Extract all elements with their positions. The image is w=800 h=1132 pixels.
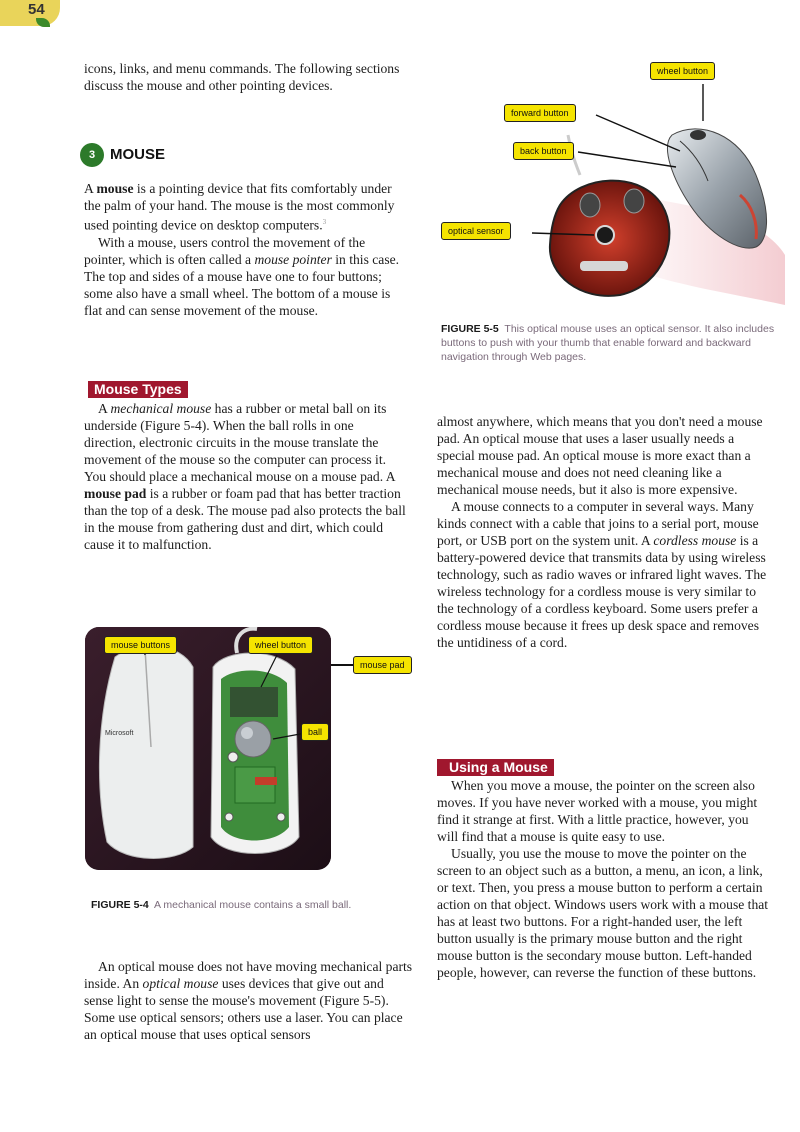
label-ball: ball: [301, 723, 329, 741]
figure-5-4-image: [85, 627, 331, 870]
label-wheel-button-fig5: wheel button: [650, 62, 715, 80]
label-forward-button: forward button: [504, 104, 576, 122]
using-mouse-heading-bar: [437, 759, 554, 777]
using-mouse-paragraph-1: When you move a mouse, the pointer on the screen also moves. If you have never worked with a mouse, you might find it strange at first. With a little practice, however, you will find that a mouse is quite easy to use.: [437, 778, 758, 844]
mechanical-mouse-paragraph: A mechanical mouse has a rubber or metal ball on its underside (Figure 5-4). When the ball rolls in one direction, electronic circuits in the mouse translate the movement of the mouse so the computer can process it. You should place a mechanical mouse on a mouse pad. A mouse pad is a rubber or foam pad that has better traction than the top of a desk. The mouse pad also protects the ball in the mouse from gathering dust and dirt, which could cause it to malfunction.: [84, 401, 406, 552]
label-wheel-button-fig4: wheel button: [248, 636, 313, 654]
right-column-body: [437, 413, 771, 651]
using-mouse-body: [437, 777, 771, 981]
optical-mouse-continued: almost anywhere, which means that you don't need a mouse pad. An optical mouse that uses a laser usually needs a special mouse pad. An optical mouse is more exact than a mechanical mouse and does not need cleaning like a mechanical mouse needs, but it also is more expensive.: [437, 414, 763, 497]
optical-mouse-paragraph: An optical mouse does not have moving mechanical parts inside. An optical mouse uses devices that give out and sense light to sense the mouse's movement (Figure 5-5). Some use optical sensors; others use a laser. You can place an optical mouse that uses optical sensors: [84, 959, 413, 1042]
ball-graphic: [235, 721, 271, 757]
mouse-definition: A mouse is a pointing device that fits comfortably under the palm of your hand. The mouse is the most commonly used pointing device on desktop computers.$^3$: [84, 181, 395, 233]
reference-mark: 3: [322, 218, 327, 226]
mouse-types-heading: Mouse Types: [88, 381, 188, 398]
mouse-paragraph-2: With a mouse, users control the movement of the pointer, which is often called a mouse pointer in this case. The top and sides of a mouse have one to four buttons; some also have a small wheel. The bottom of a mouse is flat and can sense movement of the mouse.: [84, 234, 400, 318]
label-back-button: back button: [513, 142, 574, 160]
figure-5-5-image: [440, 55, 785, 320]
intro-paragraph: icons, links, and menu commands. The following sections discuss the mouse and other pointing devices.: [84, 61, 400, 93]
mouse-types-heading-bar: [88, 381, 188, 399]
brand-mark: Microsoft: [105, 730, 134, 737]
mouse-section-heading: [80, 143, 280, 169]
mechanical-mouse-illustration: [85, 627, 331, 870]
mouse-section-body: [84, 180, 402, 319]
label-optical-sensor: optical sensor: [441, 222, 511, 240]
objective-badge-icon: 3: [80, 143, 104, 167]
page-number: 54: [0, 0, 60, 26]
mouse-pad-leader-line: [331, 664, 353, 666]
figure-5-4-caption: FIGURE 5-4 A mechanical mouse contains a small ball.: [91, 899, 352, 911]
optical-sensor-graphic: [596, 226, 614, 244]
cordless-mouse-paragraph: A mouse connects to a computer in several ways. Many kinds connect with a cable that joins to a serial port, mouse port, or USB port on the system unit. A cordless mouse is a battery-powered device that transmits data by using wireless technology, such as radio waves or infrared light waves. The wireless technology for a cordless mouse is very similar to the technology of a cordless keyboard. Some users prefer a cordless mouse because it frees up desk space and removes the untidiness of a cord.: [437, 499, 767, 650]
using-mouse-paragraph-2: Usually, you use the mouse to move the pointer on the screen to an object such as a button, a menu, an icon, a link, or text. Then, you press a mouse button to perform a certain action on that object. Windows users work with a mouse that has at least two buttons. For a right-handed user, the left button usually is the primary mouse button and the right mouse button is the secondary mouse button. Left-handed people, however, can reverse the function of these buttons.: [437, 846, 769, 980]
mouse-types-body: [84, 400, 406, 553]
label-mouse-buttons: mouse buttons: [104, 636, 177, 654]
using-mouse-heading: Using a Mouse: [437, 759, 554, 776]
mouse-heading: MOUSE: [110, 146, 166, 163]
figure-5-5-caption: FIGURE 5-5 This optical mouse uses an optical sensor. It also includes buttons to push with your thumb that enable forward and backward navigation through Web pages.: [441, 323, 775, 363]
label-mouse-pad: mouse pad: [353, 656, 412, 674]
optical-mouse-illustration: [440, 55, 785, 320]
